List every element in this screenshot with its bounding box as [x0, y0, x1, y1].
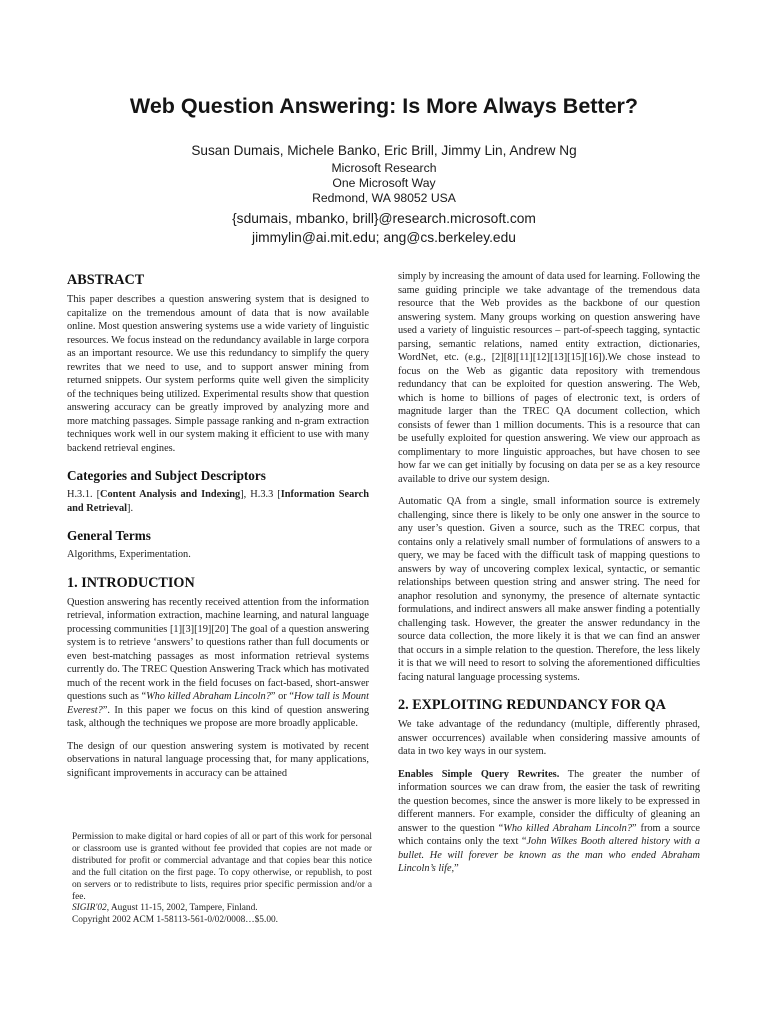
category-label-2: Information Search and Retrieval — [67, 489, 370, 514]
copyright-line: Copyright 2002 ACM 1-58113-561-0/02/0008…$5.00. — [72, 915, 278, 926]
intro-continued-paragraph: simply by increasing the amount of data used for learning. Following the same guiding principle we take advantage of the tremendous data resource that the Web provides as the backbone of our question answering system. Many groups working on question answering have used a variety of linguistic resources – part-of-speech tagging, syntactic parsing, semantic relations, named entity extraction, dictionaries, WordNet, etc. (e.g., [2][8][11][12][13][15][16]).We chose instead to focus on the Web as gigantic data repository with tremendous redundancy that can be exploited for question answering. The Web, which is home to billions of pages of electronic text, is orders of magnitude larger than the TREC QA document collection, which consists of fewer than 1 million documents. This is a resource that can be usefully exploited for question answering. We view our approach as complimentary to more linguistic approaches, but have chosen to see how far we can get initially by focusing on data per se as a key resource available to drive our system design. — [398, 271, 700, 485]
categories-heading: Categories and Subject Descriptors — [67, 468, 266, 483]
section-2-paragraph-2 — [398, 768, 700, 876]
affiliation-city: Redmond, WA 98052 USA — [312, 191, 456, 205]
section-2-heading: 2. EXPLOITING REDUNDANCY FOR QA — [398, 697, 666, 713]
paper-title: Web Question Answering: Is More Always Better? — [129, 94, 639, 118]
query-rewrites-runin-heading: Enables Simple Query Rewrites. — [398, 768, 560, 780]
introduction-heading: 1. INTRODUCTION — [67, 574, 195, 591]
author-list: Susan Dumais, Michele Banko, Eric Brill, Jimmy Lin, Andrew Ng — [191, 143, 577, 158]
introduction-paragraph-1 — [67, 596, 369, 731]
intro-example-question-1: Who killed Abraham Lincoln? — [146, 691, 271, 702]
intro-text-b: ”. In this paper we focus on this kind of question answering task, although the techniques we propose are more broadly applicable. — [67, 704, 369, 729]
section-2-paragraph-1: We take advantage of the redundancy (multiple, differently phrased, answer occurrences) available when considering massive amounts of data in two key ways in our system. — [398, 719, 700, 757]
query-rewrites-example-question: Who killed Abraham Lincoln? — [503, 822, 632, 834]
affiliation-street: One Microsoft Way — [332, 176, 436, 190]
venue-details: , August 11-15, 2002, Tampere, Finland. — [106, 903, 258, 914]
query-rewrites-text-c: ” — [454, 863, 459, 874]
introduction-paragraph-2: The design of our question answering system is motivated by recent observations in natural language processing that, for many applications, significant improvements in accuracy can be attained — [67, 740, 369, 779]
query-rewrites-example-text: John Wilkes Booth altered history with a bullet. He will forever be known as the man who ended Abraham Lincoln’s life, — [398, 836, 700, 874]
right-column — [398, 270, 700, 876]
categories-text: H.3.1. [Content Analysis and Indexing], H.3.3 [Information Search and Retrieval]. — [67, 489, 370, 514]
query-rewrites-text-b: ” from a source which contains only the text “ — [398, 822, 700, 847]
permission-notice — [72, 832, 372, 927]
affiliation-org: Microsoft Research — [331, 161, 437, 175]
intro-text-a: Question answering has recently received attention from the information retrieval, information extraction, machine learning, and natural language processing communities [1][3][19][20] The goal of a question answering system is to retrieve ‘answers’ to questions rather than full documents or even best-matching passages as most information retrieval systems currently do. The TREC Question Answering Track which has motivated much of the recent work in the field focuses on fact-based, short-answer questions such as “ — [67, 596, 369, 702]
category-code-2: H.3.3 — [250, 489, 274, 500]
permission-text: Permission to make digital or hard copies of all or part of this work for personal or classroom use is granted without fee provided that copies are not made or distributed for profit or commercial advantage and that copies bear this notice and the full citation on the first page. To copy otherwise, or republish, to post on servers or to redistribute to lists, requires prior specific permission and/or a fee. — [72, 832, 372, 902]
author-emails — [0, 209, 768, 247]
abstract-heading: ABSTRACT — [67, 272, 145, 288]
general-terms-heading: General Terms — [67, 528, 151, 543]
email-line-1: {sdumais, mbanko, brill}@research.microsoft.com — [232, 211, 536, 226]
venue-name: SIGIR'02 — [72, 903, 107, 914]
affiliation — [0, 161, 768, 206]
query-rewrites-text-a: The greater the number of information sources we can draw from, the easier the task of rewriting the question becomes, since the answer is more likely to be expressed in different manners. For example, consider the difficulty of gleaning an answer to the question “ — [398, 768, 700, 834]
intro-text-or: ” or “ — [270, 691, 294, 702]
category-label-1: Content Analysis and Indexing — [100, 489, 241, 500]
general-terms-text: Algorithms, Experimentation. — [67, 549, 191, 560]
venue-line — [72, 903, 372, 915]
category-code-1: H.3.1. — [67, 489, 93, 500]
left-column — [67, 272, 369, 780]
automatic-qa-paragraph: Automatic QA from a single, small information source is extremely challenging, since there is likely to be only one answer in the source to any user’s question. Given a source, such as the TREC corpus, that contains only a relatively small number of formulations of answers to a query, we may be faced with the difficult task of mapping questions to answers by way of uncovering complex lexical, syntactic, or semantic relationships between question string and answer string. The need for anaphor resolution and synonymy, the presence of alternate syntactic formulations, and indirect answers all make answer finding a potentially challenging task. However, the greater the answer redundancy in the source data collection, the more likely it is that we can find an answer that occurs in a simple relation to the question. Therefore, the less likely it is that we will need to resort to solving the aforementioned difficulties facing natural language processing systems. — [398, 496, 700, 683]
intro-example-question-2: How tall is Mount Everest? — [67, 691, 369, 716]
email-line-2: jimmylin@ai.mit.edu; ang@cs.berkeley.edu — [252, 230, 516, 245]
abstract-text: This paper describes a question answering system that is designed to capitalize on the tremendous amount of data that is now available online. Most question answering systems use a wide variety of linguistic resources. We focus instead on the redundancy available in large corpora as an important resource. We use this redundancy to simplify the query rewrites that we need to use, and to support answer mining from returned snippets. Our system performs quite well given the simplicity of the techniques being utilized. Experimental results show that question answering accuracy can be greatly improved by analyzing more and more matching passages. Simple passage ranking and n-gram extraction techniques work well in our system making it efficient to use with many backend retrieval engines. — [67, 294, 369, 454]
